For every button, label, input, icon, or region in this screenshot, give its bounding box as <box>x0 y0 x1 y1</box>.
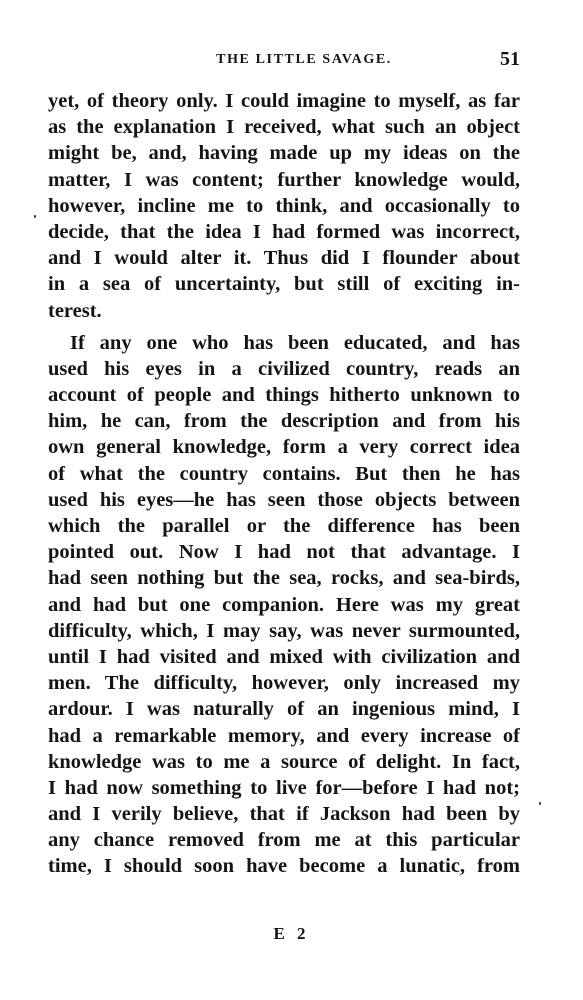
text-line: men. The difficulty, however, only increased my <box>48 672 520 695</box>
signature-mark: E 2 <box>273 924 310 943</box>
text-line: time, I should soon have become a lunatic, from <box>48 855 520 878</box>
paragraph-1 <box>48 88 520 324</box>
text-line: him, he can, from the description and from his <box>48 410 520 433</box>
text-line: in a sea of uncertainty, but still of exciting in- <box>48 273 520 296</box>
text-line: used his eyes—he has seen those objects between <box>48 488 520 511</box>
text-line: knowledge was to me a source of delight. In fact, <box>48 750 520 773</box>
body-text <box>48 88 520 880</box>
text-line: difficulty, which, I may say, was never surmounted, <box>48 619 520 642</box>
text-line: terest. <box>48 299 102 322</box>
text-line: decide, that the idea I had formed was incorrect, <box>48 220 520 243</box>
text-line: ardour. I was naturally of an ingenious mind, I <box>48 698 520 721</box>
running-title: THE LITTLE SAVAGE. <box>216 52 392 67</box>
text-line: account of people and things hitherto unknown to <box>48 384 520 407</box>
text-line: If any one who has been educated, and has <box>70 331 520 354</box>
text-line: had seen nothing but the sea, rocks, and sea-birds, <box>48 567 520 590</box>
text-line: yet, of theory only. I could imagine to myself, as far <box>48 90 520 112</box>
text-line: might be, and, having made up my ideas on the <box>48 142 520 165</box>
text-line: used his eyes in a civilized country, reads an <box>48 357 520 380</box>
paragraph-2 <box>48 330 520 880</box>
text-line: pointed out. Now I had not that advantage. I <box>48 541 520 564</box>
print-speck <box>34 215 36 218</box>
text-line: as the explanation I received, what such an object <box>48 116 520 139</box>
page-number: 51 <box>500 48 520 70</box>
text-line: any chance removed from me at this particular <box>48 829 520 852</box>
text-line: of what the country contains. But then he has <box>48 462 520 485</box>
text-line: had a remarkable memory, and every increase of <box>48 724 520 747</box>
text-line: however, incline me to think, and occasionally to <box>48 194 520 217</box>
text-line: and I would alter it. Thus did I flounder about <box>48 247 520 270</box>
text-line: matter, I was content; further knowledge would, <box>48 168 520 191</box>
text-line: which the parallel or the difference has been <box>48 515 520 537</box>
running-head <box>48 50 520 72</box>
text-line: own general knowledge, form a very correct idea <box>48 436 520 459</box>
text-line: I had now something to live for—before I had not; <box>48 776 520 799</box>
print-speck <box>539 802 541 805</box>
text-line: and I verily believe, that if Jackson had been by <box>48 803 520 826</box>
text-line: and had but one companion. Here was my great <box>48 593 520 616</box>
text-line: until I had visited and mixed with civilization and <box>48 645 520 668</box>
